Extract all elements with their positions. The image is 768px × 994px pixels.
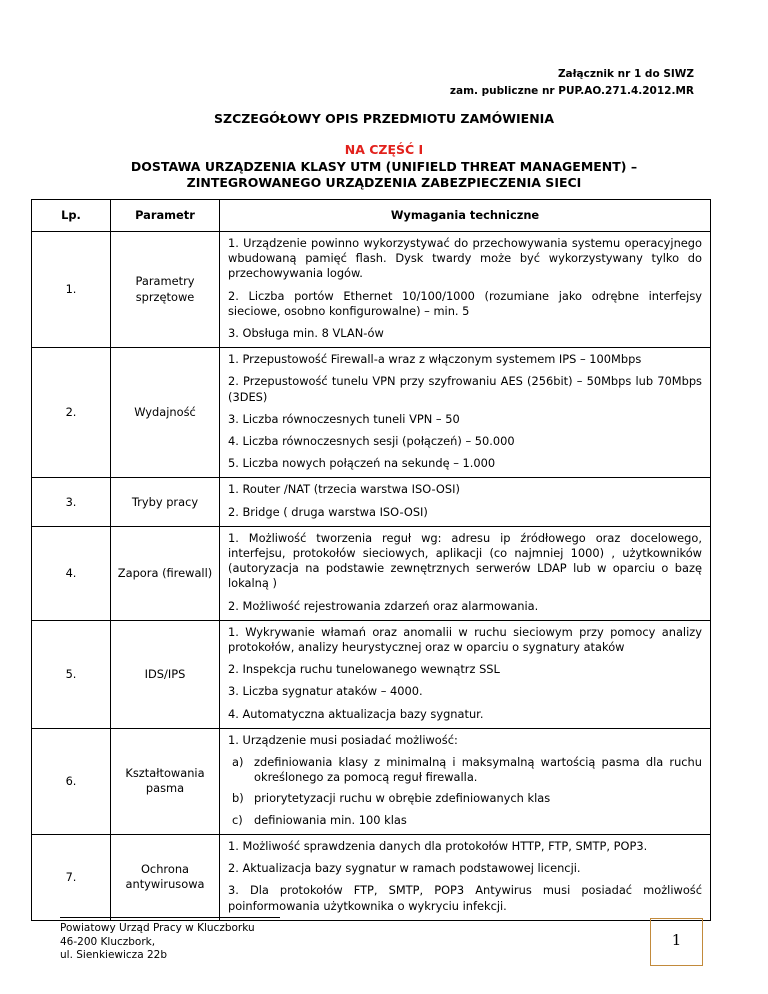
table-header-row xyxy=(32,200,711,232)
row-param: Zapora (firewall) xyxy=(111,526,220,620)
requirement-item: 1. Wykrywanie włamań oraz anomalii w ruchu sieciowym przy pomocy analizy protokołów, analizy heurystycznej oraz w oparciu o sygnatury ataków xyxy=(228,624,702,655)
requirement-item: 5. Liczba nowych połączeń na sekundę – 1.000 xyxy=(228,456,496,471)
requirement-item: 3. Obsługa min. 8 VLAN-ów xyxy=(228,326,384,341)
requirement-item: 1. Możliwość tworzenia reguł wg: adresu ip źródłowego oraz docelowego, interfejsu, protokołów sieciowych, aplikacji (co najmniej 1000) , użytkowników (autoryzacja na podstawie zewnętrznych serwerów LDAP lub w oparciu o bazę lokalną ) xyxy=(228,530,702,591)
row-param: Tryby pracy xyxy=(111,478,220,526)
table-row xyxy=(32,348,711,478)
row-requirements xyxy=(220,728,711,834)
page-title: SZCZEGÓŁOWY OPIS PRZEDMIOTU ZAMÓWIENIA xyxy=(214,111,554,126)
row-lp: 4. xyxy=(32,526,111,620)
requirement-item: 2. Inspekcja ruchu tunelowanego wewnątrz SSL xyxy=(228,662,500,677)
requirement-item: 1. Urządzenie powinno wykorzystywać do przechowywania systemu operacyjnego wbudowaną pamięć flash. Dysk twardy może być wykorzystywany tylko do przechowywania logów. xyxy=(228,236,702,281)
requirement-item: 1. Router /NAT (trzecia warstwa ISO-OSI) xyxy=(228,482,460,497)
row-lp: 6. xyxy=(32,728,111,834)
row-lp: 2. xyxy=(32,348,111,478)
subitem-text: definiowania min. 100 klas xyxy=(254,812,407,827)
subitem-text: priorytetyzacji ruchu w obrębie zdefiniowanych klas xyxy=(254,791,551,806)
row-requirements xyxy=(220,620,711,728)
row-requirements xyxy=(220,478,711,526)
table-row xyxy=(32,526,711,620)
row-lp: 7. xyxy=(32,834,111,920)
requirement-item: 3. Liczba sygnatur ataków – 4000. xyxy=(228,684,423,699)
table-row xyxy=(32,834,711,920)
subitem-marker: c) xyxy=(232,812,243,827)
row-requirements xyxy=(220,232,711,348)
row-requirements xyxy=(220,526,711,620)
requirement-subitem xyxy=(228,813,702,828)
requirement-item: 3. Dla protokołów FTP, SMTP, POP3 Antywirus musi posiadać możliwość poinformowania użytkownika o wykryciu infekcji. xyxy=(228,883,702,913)
row-param: Wydajność xyxy=(111,348,220,478)
table-row xyxy=(32,232,711,348)
requirement-item: 1. Urządzenie musi posiadać możliwość: xyxy=(228,732,458,747)
col-lp-header: Lp. xyxy=(32,200,111,232)
requirement-item: 2. Aktualizacja bazy sygnatur w ramach podstawowej licencji. xyxy=(228,861,581,876)
row-lp: 5. xyxy=(32,620,111,728)
row-lp: 3. xyxy=(32,478,111,526)
subitem-text: zdefiniowania klasy z minimalną i maksymalną wartością pasma dla ruchu określonego za pomocą reguł firewalla. xyxy=(254,755,702,785)
subitem-marker: a) xyxy=(232,755,244,770)
subtitle-line-2: ZINTEGROWANEGO URZĄDZENIA ZABEZPIECZENIA SIECI xyxy=(186,175,582,190)
attachment-label: Załącznik nr 1 do SIWZ xyxy=(557,68,694,80)
col-param-header: Parametr xyxy=(111,200,220,232)
table-row xyxy=(32,620,711,728)
row-lp: 1. xyxy=(32,232,111,348)
row-param: IDS/IPS xyxy=(111,620,220,728)
row-param: Kształtowania pasma xyxy=(111,728,220,834)
requirement-item: 1. Przepustowość Firewall-a wraz z włączonym systemem IPS – 100Mbps xyxy=(228,352,642,367)
requirement-item: 2. Przepustowość tunelu VPN przy szyfrowaniu AES (256bit) – 50Mbps lub 70Mbps (3DES) xyxy=(228,374,702,404)
page-number: 1 xyxy=(650,918,703,966)
requirement-item: 3. Liczba równoczesnych tuneli VPN – 50 xyxy=(228,411,460,426)
requirement-item: 2. Liczba portów Ethernet 10/100/1000 (rozumiane jako odrębne interfejsy sieciowe, osobno konfigurowalne) – min. 5 xyxy=(228,288,702,318)
requirement-item: 1. Możliwość sprawdzenia danych dla protokołów HTTP, FTP, SMTP, POP3. xyxy=(228,838,648,853)
requirement-subitem xyxy=(228,755,702,785)
subitem-marker: b) xyxy=(232,791,244,806)
requirements-table xyxy=(31,199,711,921)
part-label: NA CZĘŚĆ I xyxy=(344,142,424,157)
row-param: Parametry sprzętowe xyxy=(111,232,220,348)
requirement-item: 2. Możliwość rejestrowania zdarzeń oraz alarmowania. xyxy=(228,598,539,613)
requirement-item: 2. Bridge ( druga warstwa ISO-OSI) xyxy=(228,504,428,519)
row-param: Ochrona antywirusowa xyxy=(111,834,220,920)
row-requirements xyxy=(220,834,711,920)
row-requirements xyxy=(220,348,711,478)
requirement-subitem xyxy=(228,791,702,806)
subtitle-line-1: DOSTAWA URZĄDZENIA KLASY UTM (UNIFIELD THREAT MANAGEMENT) – xyxy=(130,159,638,174)
requirement-item: 4. Automatyczna aktualizacja bazy sygnatur. xyxy=(228,706,484,721)
footer-divider xyxy=(60,917,280,918)
col-req-header: Wymagania techniczne xyxy=(220,200,711,232)
footer-line-2: 46-200 Kluczbork, xyxy=(60,935,156,948)
requirement-item: 4. Liczba równoczesnych sesji (połączeń) – 50.000 xyxy=(228,434,515,449)
table-row xyxy=(32,728,711,834)
table-row xyxy=(32,478,711,526)
footer-line-3: ul. Sienkiewicza 22b xyxy=(60,949,167,961)
procurement-number: zam. publiczne nr PUP.AO.271.4.2012.MR xyxy=(449,85,694,97)
footer-line-1: Powiatowy Urząd Pracy w Kluczborku xyxy=(60,922,255,934)
footer-address xyxy=(60,922,255,963)
